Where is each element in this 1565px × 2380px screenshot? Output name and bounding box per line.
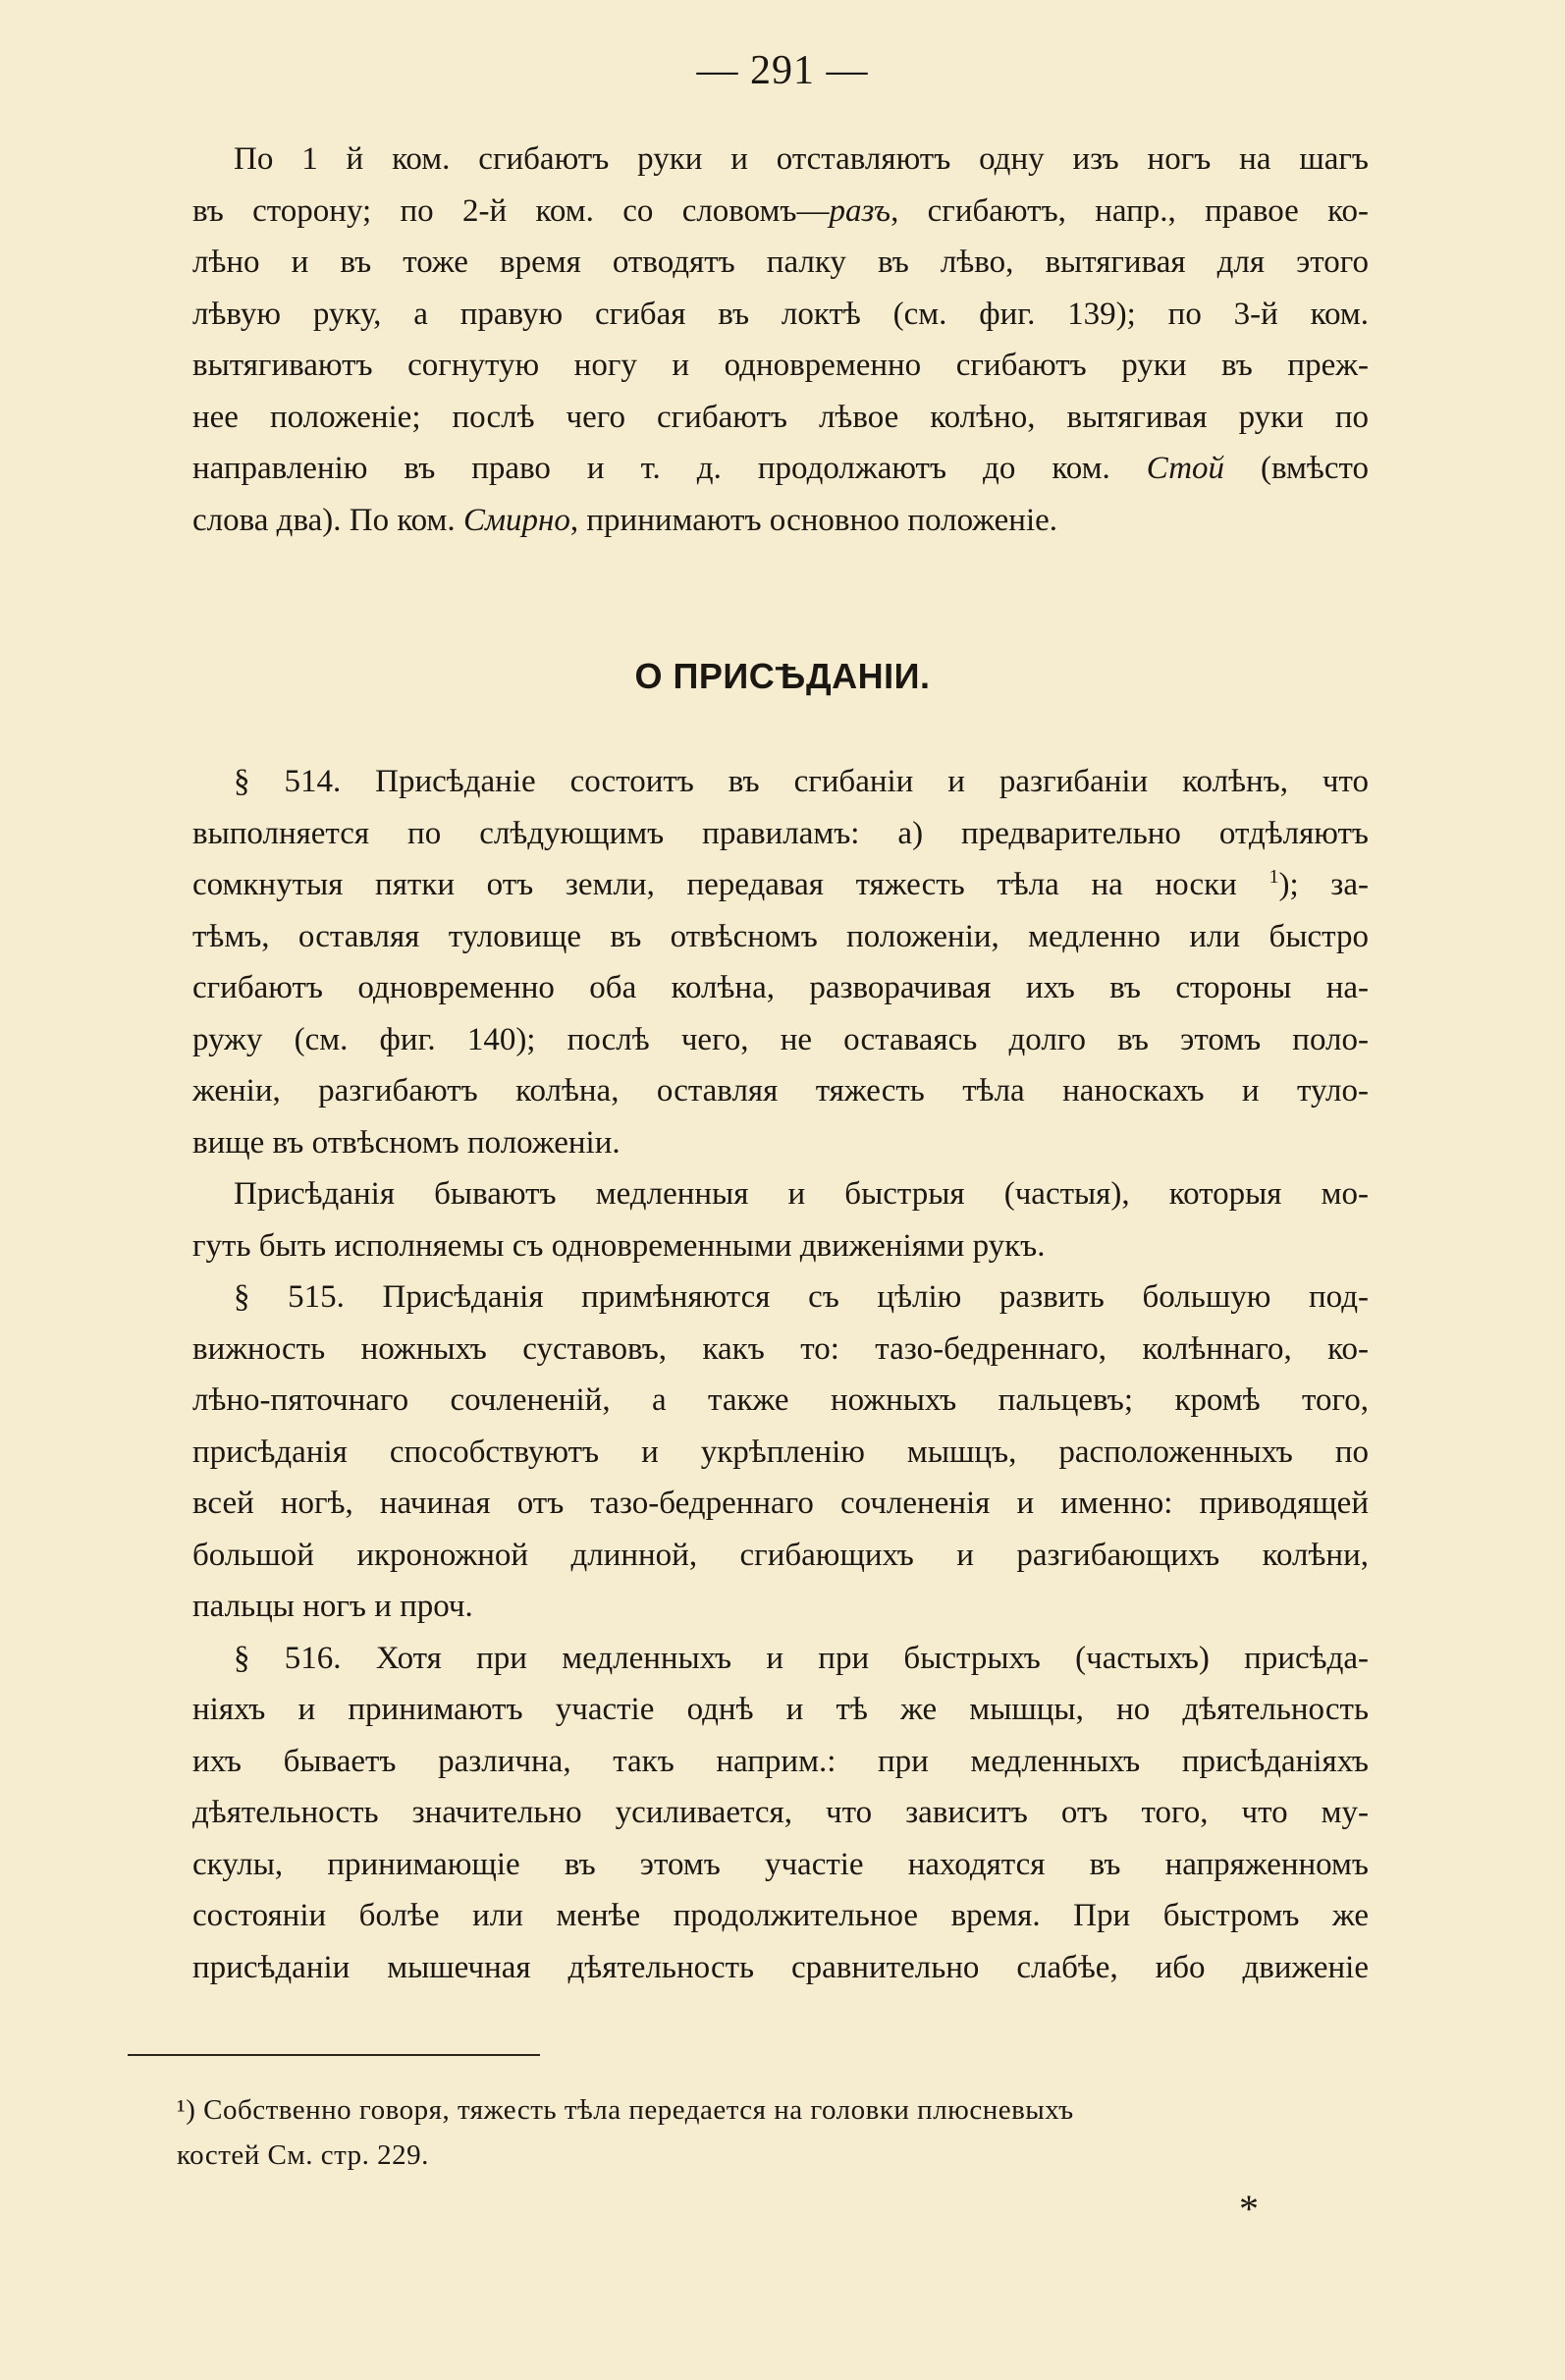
text-line: ружу (см. фиг. 140); послѣ чего, не оставаясь долго въ этомъ поло- (192, 1021, 1369, 1057)
text-line: ихъ бываетъ различна, такъ наприм.: при медленныхъ присѣданіяхъ (192, 1743, 1369, 1779)
italic-word: Стой (1146, 451, 1225, 486)
footnote-divider (128, 2054, 540, 2056)
text-line: состояніи болѣе или менѣе продолжительное время. При быстромъ же (192, 1898, 1369, 1933)
page-number: — 291 — (696, 48, 869, 93)
text-line: По 1 й ком. сгибаютъ руки и отставляютъ одну изъ ногъ на шагъ (234, 141, 1369, 177)
text-line: тѣмъ, оставляя туловище въ отвѣсномъ положеніи, медленно или быстро (192, 918, 1369, 954)
text-line: § 515. Присѣданія примѣняются съ цѣлію развить большую под- (234, 1279, 1369, 1315)
text-line: § 516. Хотя при медленныхъ и при быстрыхъ (частыхъ) присѣда- (234, 1640, 1369, 1676)
text-line: пальцы ногъ и проч. (192, 1589, 473, 1624)
text-line: ніяхъ и принимаютъ участіе однѣ и тѣ же мышцы, но дѣятельность (192, 1692, 1369, 1727)
signature-mark: * (1239, 2187, 1259, 2231)
text-line: Присѣданія бываютъ медленныя и быстрыя (частыя), которыя мо- (234, 1176, 1369, 1212)
section-body (192, 756, 1369, 1993)
text-line: скулы, принимающіе въ этомъ участіе находятся въ напряженномъ (192, 1846, 1369, 1882)
section-heading: О ПРИСѢДАНІИ. (634, 656, 931, 696)
text-line: лѣно-пяточнаго сочлененій, а также ножныхъ пальцевъ; кромѣ того, (192, 1382, 1369, 1418)
text-line: въ сторону; по 2-й ком. со словомъ—разъ, сгибаютъ, напр., правое ко- (192, 192, 1369, 229)
text-line: направленію въ право и т. д. продолжаютъ до ком. Стой (вмѣсто (192, 451, 1369, 486)
text-line: вижность ножныхъ суставовъ, какъ то: тазо-бедреннаго, колѣннаго, ко- (192, 1330, 1369, 1367)
footnote-line: костей См. стр. 229. (177, 2139, 429, 2171)
footnote-marker: ¹) (177, 2094, 196, 2126)
text-line: лѣвую руку, а правую сгибая въ локтѣ (см. фиг. 139); по 3-й ком. (192, 296, 1369, 332)
text-line: гуть быть исполняемы съ одновременными движеніями рукъ. (192, 1227, 1046, 1264)
text-line: дѣятельность значительно усиливается, что зависитъ отъ того, что му- (192, 1795, 1369, 1830)
paragraph-exercise (192, 134, 1369, 546)
text-line: большой икроножной длинной, сгибающихъ и разгибающихъ колѣни, (192, 1537, 1369, 1573)
text-line: женіи, разгибаютъ колѣна, оставляя тяжесть тѣла наноскахъ и туло- (192, 1073, 1369, 1109)
footnote-line: ¹) Собственно говоря, тяжесть тѣла передается на головки плюсневыхъ (177, 2094, 1074, 2126)
text-line: сомкнутыя пятки отъ земли, передавая тяжесть тѣла на носки $^1$); за- (192, 866, 1369, 902)
footnote (177, 2087, 1369, 2178)
text-line: слова два). По ком. Смирно, принимаютъ основноо положеніе. (192, 502, 1058, 538)
text-line: § 514. Присѣданіе состоитъ въ сгибаніи и разгибаніи колѣнъ, что (234, 764, 1369, 799)
italic-word: Смирно (462, 502, 570, 538)
footnote-ref: 1 (1268, 866, 1279, 888)
text-line: нее положеніе; послѣ чего сгибаютъ лѣвое колѣно, вытягивая руки по (192, 399, 1369, 435)
text-line: присѣданія способствуютъ и укрѣпленію мышцъ, расположенныхъ по (192, 1433, 1369, 1470)
text-line: выполняется по слѣдующимъ правиламъ: а) предварительно отдѣляютъ (192, 815, 1369, 851)
italic-word: разъ (829, 192, 891, 229)
text-line: вытягиваютъ согнутую ногу и одновременно сгибаютъ руки въ преж- (192, 348, 1369, 383)
text-line: лѣно и въ тоже время отводятъ палку въ лѣво, вытягивая для этого (192, 244, 1369, 280)
text-line: присѣданіи мышечная дѣятельность сравнительно слабѣе, ибо движеніе (192, 1949, 1369, 1985)
text-line: вище въ отвѣсномъ положеніи. (192, 1124, 621, 1161)
text-line: всей ногѣ, начиная отъ тазо-бедреннаго сочлененія и именно: приводящей (192, 1486, 1369, 1521)
text-line: сгибаютъ одновременно оба колѣна, разворачивая ихъ въ стороны на- (192, 970, 1369, 1005)
